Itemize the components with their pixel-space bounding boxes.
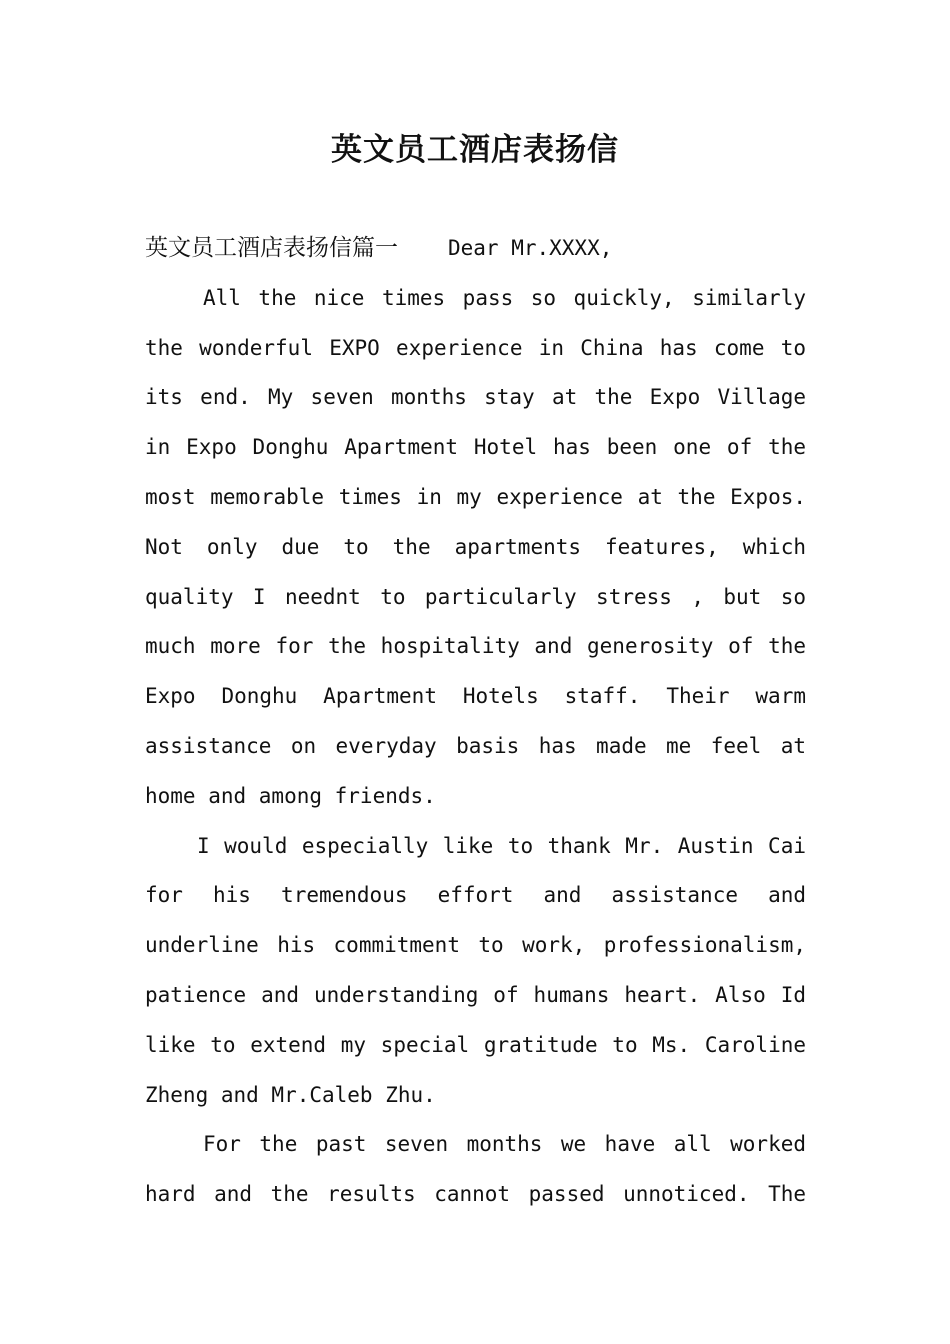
paragraph-1-line: in Expo Donghu Apartment Hotel has been one of the — [145, 435, 806, 460]
paragraph-1-line: quality I neednt to particularly stress , but so — [145, 584, 806, 609]
paragraph-1-line: the wonderful EXPO experience in China has come to — [145, 335, 806, 360]
paragraph-1-line: most memorable times in my experience at the Expos. — [145, 484, 806, 509]
paragraph-1-line: Not only due to the apartments features, which — [145, 534, 806, 559]
paragraph-2-line: patience and understanding of humans heart. Also Id — [145, 982, 806, 1007]
paragraph-1-line: All the nice times pass so quickly, similarly — [203, 285, 806, 310]
paragraph-2-line: I would especially like to thank Mr. Austin Cai — [197, 833, 806, 858]
paragraph-2-line: Zheng and Mr.Caleb Zhu. — [145, 1082, 436, 1107]
paragraph-1-line: much more for the hospitality and generosity of the — [145, 634, 806, 659]
paragraph-1-line: Expo Donghu Apartment Hotels staff. Their warm — [145, 684, 806, 709]
paragraph-3-line: hard and the results cannot passed unnoticed. The — [145, 1182, 806, 1207]
paragraph-2-line: for his tremendous effort and assistance and — [145, 883, 806, 908]
document-title: 英文员工酒店表扬信 — [331, 132, 619, 168]
section-label: 英文员工酒店表扬信篇一 — [145, 235, 398, 261]
salutation: Dear Mr.XXXX, — [448, 236, 613, 260]
paragraph-1-line: its end. My seven months stay at the Expo Village — [145, 385, 806, 410]
paragraph-1-line: assistance on everyday basis has made me feel at — [145, 733, 806, 758]
heading-line — [145, 224, 806, 274]
paragraph-3-line: For the past seven months we have all worked — [203, 1132, 806, 1157]
paragraph-2-line: like to extend my special gratitude to Ms. Caroline — [145, 1032, 806, 1057]
paragraph-2-line: underline his commitment to work, professionalism, — [145, 933, 806, 958]
paragraph-1-line: home and among friends. — [145, 783, 436, 808]
letter-body — [145, 224, 806, 1220]
